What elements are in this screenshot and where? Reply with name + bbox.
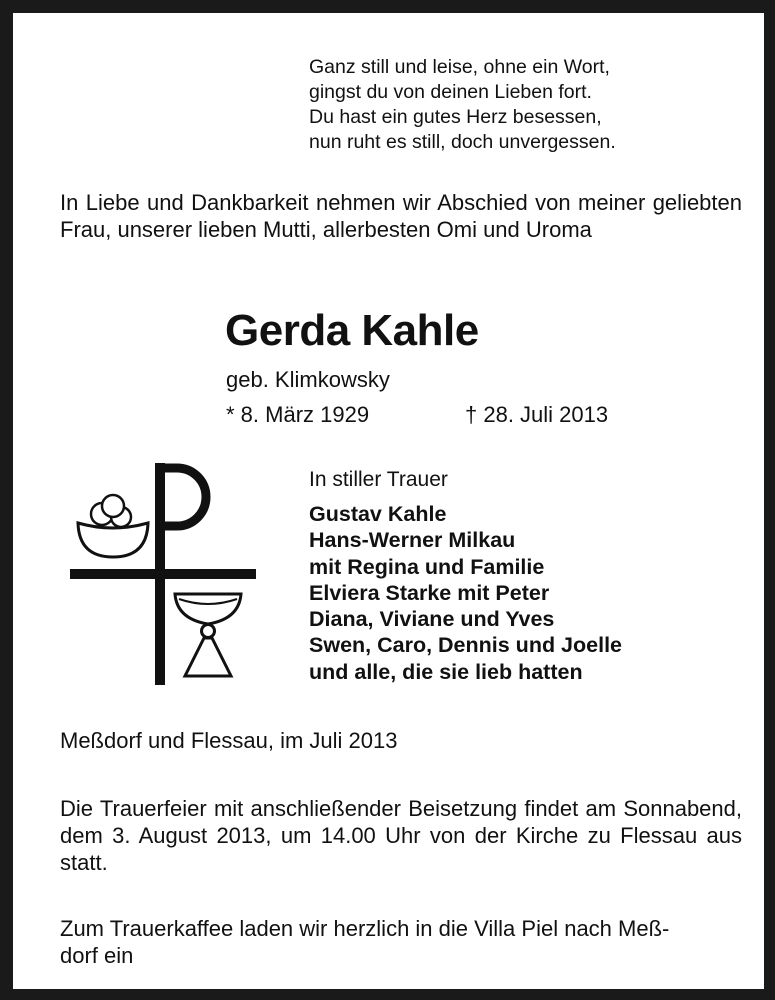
poem-line: Ganz still und leise, ohne ein Wort, — [309, 56, 610, 78]
bread-basket-icon — [78, 495, 148, 557]
poem-line: gingst du von deinen Lieben fort. — [309, 81, 592, 103]
birth-date: * 8. März 1929 — [226, 402, 370, 427]
list-item: Elviera Starke mit Peter — [309, 580, 550, 605]
list-item: mit Regina und Familie — [309, 554, 545, 579]
farewell-intro: In Liebe und Dankbarkeit nehmen wir Abschied von meiner geliebten Frau, unserer lieben Mutti, allerbesten Omi und Uroma — [60, 190, 742, 242]
funeral-ceremony-info: Die Trauerfeier mit anschließender Beisetzung findet am Sonnabend, dem 3. August 2013, um 14.00 Uhr von der Kirche zu Flessau aus statt. — [60, 796, 742, 875]
poem-line: Du hast ein gutes Herz besessen, — [309, 106, 602, 128]
death-date: † 28. Juli 2013 — [465, 402, 609, 427]
deceased-name: Gerda Kahle — [225, 306, 479, 355]
memorial-poem — [309, 55, 729, 155]
mourners-list — [309, 501, 622, 685]
birth-name: geb. Klimkowsky — [226, 367, 390, 392]
rho-loop — [160, 468, 206, 526]
coffee-line: Zum Trauerkaffee laden wir herzlich in die Villa Piel nach Meß- — [60, 916, 670, 941]
poem-line: nun ruht es still, doch unvergessen. — [309, 131, 616, 153]
mourners-heading: In stiller Trauer — [309, 468, 448, 491]
list-item: Gustav Kahle — [309, 502, 447, 526]
list-item: Swen, Caro, Dennis und Joelle — [309, 633, 623, 658]
place-and-date: Meßdorf und Flessau, im Juli 2013 — [60, 728, 398, 753]
coffee-line: dorf ein — [60, 943, 134, 968]
funeral-coffee-info — [60, 915, 742, 969]
list-item: und alle, die sie lieb hatten — [309, 659, 583, 684]
chalice-icon — [175, 594, 241, 676]
chi-rho-cross-icon — [67, 459, 259, 689]
list-item: Diana, Viviane und Yves — [309, 607, 555, 632]
cross-horizontal-bar — [70, 569, 256, 579]
list-item: Hans-Werner Milkau — [309, 528, 516, 553]
